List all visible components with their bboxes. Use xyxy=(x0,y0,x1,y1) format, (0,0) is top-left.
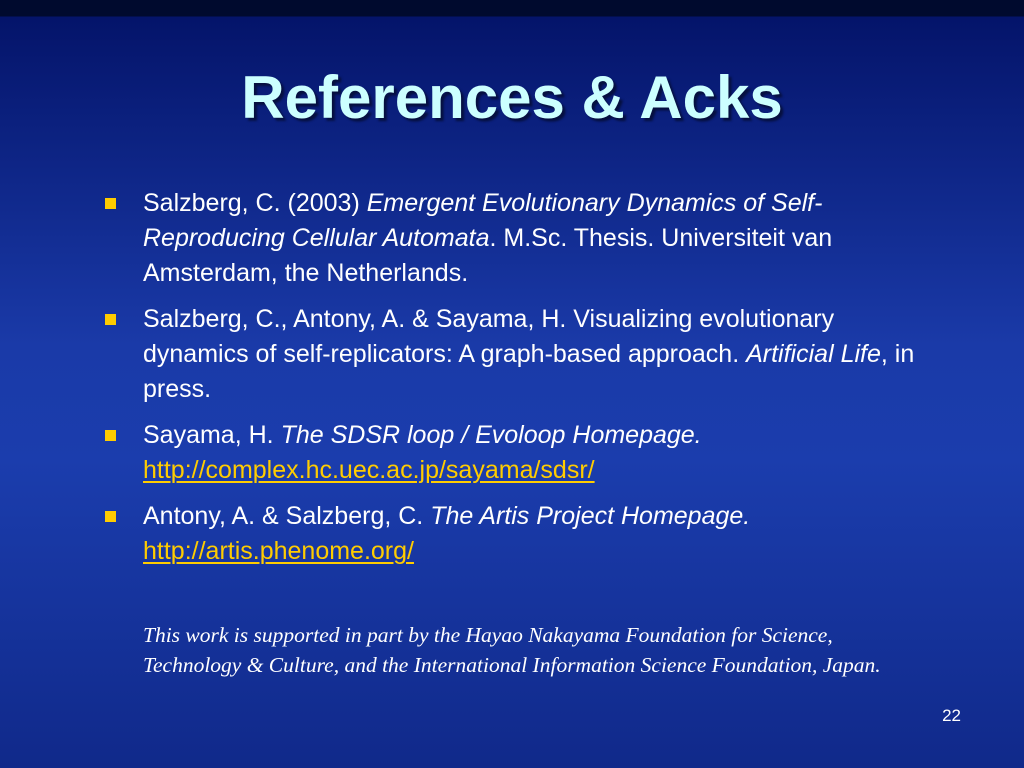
acknowledgement-text: This work is supported in part by the Hayao Nakayama Foundation for Science, Technology & Culture, and the International Information Science Foundation, Japan. xyxy=(143,623,881,677)
reference-text: , in press. xyxy=(143,340,915,403)
reference-text: Antony, A. & Salzberg, C. xyxy=(143,502,431,530)
square-bullet-icon xyxy=(105,198,116,209)
reference-title: The SDSR loop / Evoloop Homepage. xyxy=(280,421,702,449)
reference-text: . M.Sc. Thesis. Universiteit van Amsterdam, the Netherlands. xyxy=(143,224,833,287)
reference-title: Emergent Evolutionary Dynamics of Self-Reproducing Cellular Automata xyxy=(143,189,823,252)
reference-item xyxy=(103,499,943,569)
square-bullet-icon xyxy=(105,511,116,522)
square-bullet-icon xyxy=(105,430,116,441)
slide-title: References & Acks xyxy=(241,64,783,131)
reference-title: Artificial Life xyxy=(746,340,881,368)
reference-item xyxy=(103,418,943,488)
artis-homepage-link[interactable]: http://artis.phenome.org/ xyxy=(143,537,414,565)
page-number: 22 xyxy=(942,706,961,725)
square-bullet-icon xyxy=(105,314,116,325)
reference-list xyxy=(103,186,943,580)
sdsr-homepage-link[interactable]: http://complex.hc.uec.ac.jp/sayama/sdsr/ xyxy=(143,456,595,484)
reference-text: Sayama, H. xyxy=(143,421,281,449)
reference-text: Salzberg, C. (2003) xyxy=(143,189,367,217)
reference-title: The Artis Project Homepage. xyxy=(430,502,751,530)
reference-item xyxy=(103,302,943,407)
reference-item xyxy=(103,186,943,291)
reference-text: Salzberg, C., Antony, A. & Sayama, H. Visualizing evolutionary dynamics of self-replicators: A graph-based approach. xyxy=(143,305,835,368)
